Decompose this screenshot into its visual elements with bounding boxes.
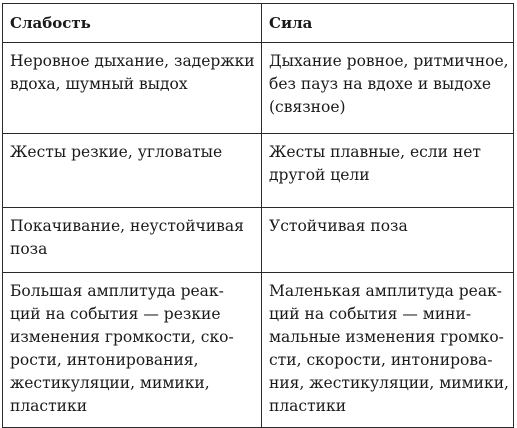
weakness-cell: Жесты резкие, угловатые [3,134,262,208]
table-row [3,134,514,208]
strength-cell: Дыхание ровное, ритмичное, без пауз на вдохе и выдохе (связное) [262,43,514,134]
strength-cell: Устойчивая поза [262,208,514,273]
header-strength: Сила [262,4,514,43]
strength-cell: Жесты плавные, если нет другой цели [262,134,514,208]
table-row [3,208,514,273]
strength-cell: Маленькая амплитуда реак- ций на события — мини- мальные изменения громко- сти, скорости, интонирова- ния, жестикуляции, мимики, пластики [262,273,514,428]
header-weakness: Слабость [3,4,262,43]
table-row [3,273,514,428]
comparison-table [2,3,514,428]
table-row [3,43,514,134]
weakness-cell: Неровное дыхание, задержки вдоха, шумный выдох [3,43,262,134]
weakness-cell: Покачивание, неустойчивая поза [3,208,262,273]
table-header-row [3,4,514,43]
weakness-cell: Большая амплитуда реак- ций на события — резкие изменения громкости, ско- рости, интонирования, жестикуляции, мимики, пластики [3,273,262,428]
